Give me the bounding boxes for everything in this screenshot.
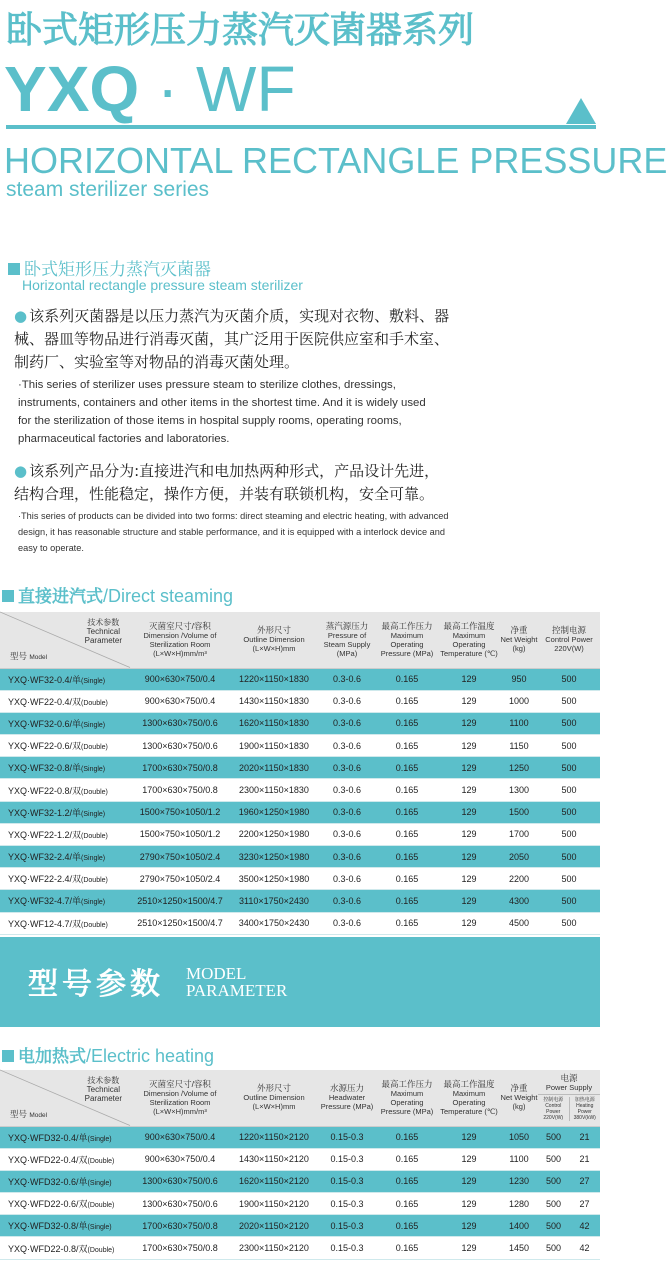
power-cell: 500 — [538, 712, 600, 734]
table-row — [0, 890, 600, 912]
weight-cell: 1280 — [500, 1193, 538, 1215]
intro-paragraph-2-cn — [14, 460, 454, 506]
control-power-cell: 500 — [538, 1170, 569, 1192]
table-row — [0, 801, 600, 823]
square-bullet-icon — [8, 263, 20, 275]
header-max-temp: 最高工作温度 Maximum Operating Temperature (℃) — [438, 1070, 500, 1126]
model-cell — [0, 735, 130, 757]
steam-cell: 0.3-0.6 — [318, 823, 376, 845]
max-temp-cell: 129 — [438, 868, 500, 890]
max-pressure-cell: 0.165 — [376, 1215, 438, 1237]
steam-cell: 0.3-0.6 — [318, 712, 376, 734]
corner-bottom-label: 型号 Model — [10, 650, 48, 661]
headwater-cell: 0.15-0.3 — [318, 1126, 376, 1148]
max-pressure-cell: 0.165 — [376, 823, 438, 845]
control-power-cell: 500 — [538, 1237, 569, 1259]
page-subtitle-en: steam sterilizer series — [6, 178, 210, 201]
model-type: (Single) — [81, 766, 106, 774]
outline-cell: 2020×1150×2120 — [230, 1215, 318, 1237]
power-cell: 500 — [538, 735, 600, 757]
electric-heating-table — [0, 1070, 600, 1260]
model-cell — [0, 1237, 130, 1259]
table-row — [0, 912, 600, 934]
model-type: (Double) — [81, 921, 108, 929]
weight-cell: 1250 — [500, 757, 538, 779]
steam-cell: 0.3-0.6 — [318, 779, 376, 801]
steam-cell: 0.3-0.6 — [318, 735, 376, 757]
steam-cell: 0.3-0.6 — [318, 890, 376, 912]
header-outline: 外形尺寸 Outline Dimension (L×W×H)mm — [230, 612, 318, 668]
power-cell: 500 — [538, 890, 600, 912]
outline-cell: 2200×1250×1980 — [230, 823, 318, 845]
model-type: (Double) — [81, 788, 108, 796]
header-divider — [6, 125, 596, 129]
max-temp-cell: 129 — [438, 757, 500, 779]
model-cell — [0, 1148, 130, 1170]
outline-cell: 3230×1250×1980 — [230, 846, 318, 868]
max-pressure-cell: 0.165 — [376, 779, 438, 801]
model-type: (Single) — [87, 1179, 112, 1187]
header-room: 灭菌室尺寸/容积 Dimension /Volume of Sterilization Room (L×W×H)mm/m³ — [130, 612, 230, 668]
table-row — [0, 1237, 600, 1259]
outline-cell: 3400×1750×2430 — [230, 912, 318, 934]
headwater-cell: 0.15-0.3 — [318, 1148, 376, 1170]
intro-paragraph-1-text: 该系列灭菌器是以压力蒸汽为灭菌介质，实现对衣物、敷料、器械、器皿等物品进行消毒灭菌，其广泛用于医院供应室和手术室、制药厂、实验室等对物品的消毒灭菌处理。 — [14, 307, 450, 371]
intro-paragraph-1-en: ·This series of sterilizer uses pressure steam to sterilize clothes, dressings, instruments, containers and other items in the shortest time. And it is widely used for the sterilization of those items in hospital supply rooms, operating rooms, pharmaceutical factories and laboratories. — [18, 379, 426, 445]
heating-power-cell: 42 — [569, 1237, 600, 1259]
table-row — [0, 823, 600, 845]
table-row — [0, 1215, 600, 1237]
model-type: (Double) — [87, 1202, 115, 1210]
weight-cell: 1700 — [500, 823, 538, 845]
model-type: (Double) — [81, 877, 108, 885]
intro-heading-cn: 卧式矩形压力蒸汽灭菌器 — [24, 260, 211, 280]
steam-cell: 0.3-0.6 — [318, 757, 376, 779]
headwater-cell: 0.15-0.3 — [318, 1237, 376, 1259]
power-cell: 500 — [538, 668, 600, 690]
electric-heading-en: /Electric heating — [86, 1046, 215, 1066]
outline-cell: 2300×1150×1830 — [230, 779, 318, 801]
max-pressure-cell: 0.165 — [376, 690, 438, 712]
model-name: YXQ·WF12-4.7/双 — [8, 918, 82, 929]
power-cell: 500 — [538, 801, 600, 823]
heating-power-cell: 27 — [569, 1193, 600, 1215]
corner-header-cell — [0, 612, 130, 668]
control-power-cell: 500 — [538, 1126, 569, 1148]
banner-en-line2: PARAMETER — [186, 981, 288, 1000]
weight-cell: 1500 — [500, 801, 538, 823]
model-cell — [0, 890, 130, 912]
control-power-cell: 500 — [538, 1193, 569, 1215]
model-type: (Double) — [87, 1157, 115, 1165]
table-header-row — [0, 1070, 600, 1126]
table-row — [0, 1170, 600, 1192]
banner-title-en — [186, 965, 287, 999]
table-row — [0, 779, 600, 801]
intro-paragraph-1-cn — [14, 305, 454, 374]
dot-bullet-icon: ● — [14, 462, 28, 480]
model-type: (Single) — [81, 721, 106, 729]
outline-cell: 1900×1150×1830 — [230, 735, 318, 757]
weight-cell: 1450 — [500, 1237, 538, 1259]
power-cell: 500 — [538, 757, 600, 779]
weight-cell: 4500 — [500, 912, 538, 934]
electric-table-body — [0, 1126, 600, 1259]
direct-heading-en: /Direct steaming — [103, 586, 234, 606]
max-pressure-cell: 0.165 — [376, 801, 438, 823]
max-pressure-cell: 0.165 — [376, 1170, 438, 1192]
room-cell: 1500×750×1050/1.2 — [130, 823, 230, 845]
weight-cell: 2200 — [500, 868, 538, 890]
header-power-supply — [538, 1070, 600, 1126]
room-cell: 900×630×750/0.4 — [130, 1148, 230, 1170]
model-name: YXQ·WF32-2.4/单 — [8, 852, 82, 863]
max-pressure-cell: 0.165 — [376, 1126, 438, 1148]
model-series-title — [4, 52, 296, 126]
room-cell: 1700×630×750/0.8 — [130, 1237, 230, 1259]
headwater-cell: 0.15-0.3 — [318, 1170, 376, 1192]
model-cell — [0, 1193, 130, 1215]
direct-table-body — [0, 668, 600, 934]
direct-heading-cn: 直接进汽式 — [18, 587, 103, 607]
outline-cell: 1220×1150×2120 — [230, 1126, 318, 1148]
model-cell — [0, 712, 130, 734]
model-cell — [0, 1215, 130, 1237]
model-name: YXQ·WF32-0.6/单 — [8, 718, 82, 729]
max-pressure-cell: 0.165 — [376, 868, 438, 890]
model-cell — [0, 823, 130, 845]
intro-paragraph-2-en: ·This series of products can be divided into two forms: direct steaming and electric heating, with advanced design, it has reasonable structure and stable performance, and it is equipped with a interlock device and easy to operate. — [18, 511, 449, 553]
weight-cell: 1050 — [500, 1126, 538, 1148]
heating-power-cell: 42 — [569, 1215, 600, 1237]
model-name: YXQ·WFD22-0.4/双 — [8, 1154, 88, 1165]
outline-cell: 1620×1150×1830 — [230, 712, 318, 734]
max-temp-cell: 129 — [438, 668, 500, 690]
model-cell — [0, 779, 130, 801]
outline-cell: 1220×1150×1830 — [230, 668, 318, 690]
steam-cell: 0.3-0.6 — [318, 912, 376, 934]
header-power: 控制电源 Control Power 220V(W) — [538, 612, 600, 668]
model-type: (Double) — [87, 1246, 115, 1254]
model-separator: · — [156, 53, 179, 125]
square-bullet-icon — [2, 590, 14, 602]
table-row — [0, 757, 600, 779]
headwater-cell: 0.15-0.3 — [318, 1215, 376, 1237]
weight-cell: 1100 — [500, 1148, 538, 1170]
power-cell: 500 — [538, 912, 600, 934]
model-prefix: YXQ — [4, 53, 140, 125]
banner-en-line1: MODEL — [186, 964, 247, 983]
model-cell — [0, 868, 130, 890]
max-temp-cell: 129 — [438, 846, 500, 868]
dot-bullet-icon: ● — [14, 307, 28, 325]
weight-cell: 1000 — [500, 690, 538, 712]
model-type: (Single) — [81, 677, 106, 685]
model-name: YXQ·WFD32-0.4/单 — [8, 1132, 88, 1143]
weight-cell: 1300 — [500, 779, 538, 801]
table-row — [0, 712, 600, 734]
max-pressure-cell: 0.165 — [376, 1237, 438, 1259]
model-name: YXQ·WF32-4.7/单 — [8, 896, 82, 907]
outline-cell: 3500×1250×1980 — [230, 868, 318, 890]
steam-cell: 0.3-0.6 — [318, 668, 376, 690]
outline-cell: 2020×1150×1830 — [230, 757, 318, 779]
table-row — [0, 1193, 600, 1215]
corner-bottom-label: 型号 Model — [10, 1108, 48, 1119]
room-cell: 1300×630×750/0.6 — [130, 712, 230, 734]
corner-top-label: 技术参数 Technical Parameter — [84, 1076, 122, 1103]
room-cell: 1500×750×1050/1.2 — [130, 801, 230, 823]
max-temp-cell: 129 — [438, 1193, 500, 1215]
outline-cell: 1430×1150×2120 — [230, 1148, 318, 1170]
model-type: (Double) — [81, 744, 108, 752]
model-name: YXQ·WF22-1.2/双 — [8, 829, 82, 840]
model-name: YXQ·WF32-0.8/单 — [8, 763, 82, 774]
weight-cell: 4300 — [500, 890, 538, 912]
power-supply-cn: 电源 — [560, 1073, 578, 1084]
model-name: YXQ·WFD22-0.6/双 — [8, 1199, 88, 1210]
weight-cell: 1100 — [500, 712, 538, 734]
heating-power-header: 加热电源 Heating Power 380V(kW) — [573, 1097, 596, 1122]
steam-cell: 0.3-0.6 — [318, 846, 376, 868]
model-type: (Single) — [81, 855, 106, 863]
header-weight: 净重 Net Weight (kg) — [500, 612, 538, 668]
model-name: YXQ·WFD32-0.8/单 — [8, 1221, 88, 1232]
page-title-cn: 卧式矩形压力蒸汽灭菌器系列 — [6, 10, 475, 51]
direct-steaming-table — [0, 612, 600, 935]
max-temp-cell: 129 — [438, 823, 500, 845]
model-cell — [0, 912, 130, 934]
room-cell: 1700×630×750/0.8 — [130, 757, 230, 779]
room-cell: 2790×750×1050/2.4 — [130, 868, 230, 890]
header-room: 灭菌室尺寸/容积 Dimension /Volume of Sterilization Room (L×W×H)mm/m³ — [130, 1070, 230, 1126]
steam-cell: 0.3-0.6 — [318, 868, 376, 890]
corner-header-cell — [0, 1070, 130, 1126]
power-cell: 500 — [538, 868, 600, 890]
model-name: YXQ·WFD32-0.6/单 — [8, 1176, 88, 1187]
model-name: YXQ·WF22-0.6/双 — [8, 741, 82, 752]
headwater-cell: 0.15-0.3 — [318, 1193, 376, 1215]
max-pressure-cell: 0.165 — [376, 1148, 438, 1170]
outline-cell: 3110×1750×2430 — [230, 890, 318, 912]
table-header-row — [0, 612, 600, 668]
outline-cell: 1900×1150×2120 — [230, 1193, 318, 1215]
table-row — [0, 668, 600, 690]
table-row — [0, 1148, 600, 1170]
model-cell — [0, 1126, 130, 1148]
direct-steaming-heading — [2, 582, 233, 607]
max-temp-cell: 129 — [438, 1237, 500, 1259]
max-temp-cell: 129 — [438, 1148, 500, 1170]
control-power-header: 控制电源 Control Power 220V(W) — [538, 1097, 570, 1121]
model-name: YXQ·WFD22-0.8/双 — [8, 1243, 88, 1254]
room-cell: 900×630×750/0.4 — [130, 1126, 230, 1148]
model-type: (Double) — [81, 832, 108, 840]
power-cell: 500 — [538, 823, 600, 845]
weight-cell: 1230 — [500, 1170, 538, 1192]
model-name: YXQ·WF22-0.4/双 — [8, 696, 82, 707]
header-max-pressure: 最高工作压力 Maximum Operating Pressure (MPa) — [376, 1070, 438, 1126]
room-cell: 900×630×750/0.4 — [130, 690, 230, 712]
model-type: (Single) — [87, 1224, 112, 1232]
outline-cell: 1430×1150×1830 — [230, 690, 318, 712]
steam-cell: 0.3-0.6 — [318, 690, 376, 712]
square-bullet-icon — [2, 1050, 14, 1062]
max-temp-cell: 129 — [438, 1126, 500, 1148]
control-power-cell: 500 — [538, 1215, 569, 1237]
max-temp-cell: 129 — [438, 1215, 500, 1237]
table-row — [0, 1126, 600, 1148]
power-cell: 500 — [538, 779, 600, 801]
control-power-cell: 500 — [538, 1148, 569, 1170]
max-temp-cell: 129 — [438, 801, 500, 823]
max-pressure-cell: 0.165 — [376, 890, 438, 912]
room-cell: 2510×1250×1500/4.7 — [130, 890, 230, 912]
header-max-temp: 最高工作温度 Maximum Operating Temperature (℃) — [438, 612, 500, 668]
header-outline: 外形尺寸 Outline Dimension (L×W×H)mm — [230, 1070, 318, 1126]
model-cell — [0, 668, 130, 690]
steam-cell: 0.3-0.6 — [318, 801, 376, 823]
power-cell: 500 — [538, 846, 600, 868]
power-cell: 500 — [538, 690, 600, 712]
model-type: (Single) — [87, 1135, 112, 1143]
max-temp-cell: 129 — [438, 890, 500, 912]
heating-power-cell: 21 — [569, 1126, 600, 1148]
triangle-ornament — [566, 98, 596, 124]
max-pressure-cell: 0.165 — [376, 757, 438, 779]
table-row — [0, 690, 600, 712]
room-cell: 1700×630×750/0.8 — [130, 779, 230, 801]
room-cell: 2790×750×1050/2.4 — [130, 846, 230, 868]
max-temp-cell: 129 — [438, 1170, 500, 1192]
model-cell — [0, 846, 130, 868]
electric-heading-cn: 电加热式 — [18, 1047, 86, 1067]
model-name: YXQ·WF22-2.4/双 — [8, 874, 82, 885]
max-temp-cell: 129 — [438, 712, 500, 734]
max-temp-cell: 129 — [438, 735, 500, 757]
room-cell: 1700×630×750/0.8 — [130, 1215, 230, 1237]
model-name: YXQ·WF32-1.2/单 — [8, 807, 82, 818]
header-weight: 净重 Net Weight (kg) — [500, 1070, 538, 1126]
model-cell — [0, 690, 130, 712]
room-cell: 900×630×750/0.4 — [130, 668, 230, 690]
model-parameter-banner — [0, 937, 600, 1027]
intro-paragraph-2-text: 该系列产品分为:直接进汽和电加热两种形式，产品设计先进，结构合理，性能稳定，操作方便，并装有联锁机构，安全可靠。 — [14, 462, 440, 503]
page-title-en: HORIZONTAL RECTANGLE PRESSURE — [4, 140, 667, 181]
heating-power-cell: 21 — [569, 1148, 600, 1170]
corner-top-label: 技术参数 Technical Parameter — [84, 618, 122, 645]
max-pressure-cell: 0.165 — [376, 1193, 438, 1215]
room-cell: 1300×630×750/0.6 — [130, 1193, 230, 1215]
max-pressure-cell: 0.165 — [376, 735, 438, 757]
max-pressure-cell: 0.165 — [376, 846, 438, 868]
model-type: (Double) — [81, 699, 108, 707]
model-name: YXQ·WF32-0.4/单 — [8, 674, 82, 685]
model-type: (Single) — [81, 810, 106, 818]
outline-cell: 1620×1150×2120 — [230, 1170, 318, 1192]
model-suffix: WF — [196, 53, 296, 125]
table-row — [0, 868, 600, 890]
max-pressure-cell: 0.165 — [376, 912, 438, 934]
model-cell — [0, 757, 130, 779]
room-cell: 1300×630×750/0.6 — [130, 735, 230, 757]
electric-heating-heading — [2, 1042, 214, 1067]
table-row — [0, 846, 600, 868]
max-pressure-cell: 0.165 — [376, 668, 438, 690]
table-row — [0, 735, 600, 757]
header-steam: 蒸汽源压力 Pressure of Steam Supply (MPa) — [318, 612, 376, 668]
weight-cell: 1150 — [500, 735, 538, 757]
model-cell — [0, 1170, 130, 1192]
banner-title-cn: 型号参数 — [28, 967, 164, 1002]
max-temp-cell: 129 — [438, 690, 500, 712]
power-supply-en: Power Supply — [538, 1083, 600, 1095]
outline-cell: 1960×1250×1980 — [230, 801, 318, 823]
weight-cell: 2050 — [500, 846, 538, 868]
header-max-pressure: 最高工作压力 Maximum Operating Pressure (MPa) — [376, 612, 438, 668]
max-temp-cell: 129 — [438, 779, 500, 801]
weight-cell: 950 — [500, 668, 538, 690]
outline-cell: 2300×1150×2120 — [230, 1237, 318, 1259]
room-cell: 1300×630×750/0.6 — [130, 1170, 230, 1192]
heating-power-cell: 27 — [569, 1170, 600, 1192]
model-cell — [0, 801, 130, 823]
weight-cell: 1400 — [500, 1215, 538, 1237]
header-headwater: 水源压力 Headwater Pressure (MPa) — [318, 1070, 376, 1126]
model-type: (Single) — [81, 899, 106, 907]
max-pressure-cell: 0.165 — [376, 712, 438, 734]
room-cell: 2510×1250×1500/4.7 — [130, 912, 230, 934]
max-temp-cell: 129 — [438, 912, 500, 934]
model-name: YXQ·WF22-0.8/双 — [8, 785, 82, 796]
intro-heading-en: Horizontal rectangle pressure steam sterilizer — [22, 277, 303, 293]
